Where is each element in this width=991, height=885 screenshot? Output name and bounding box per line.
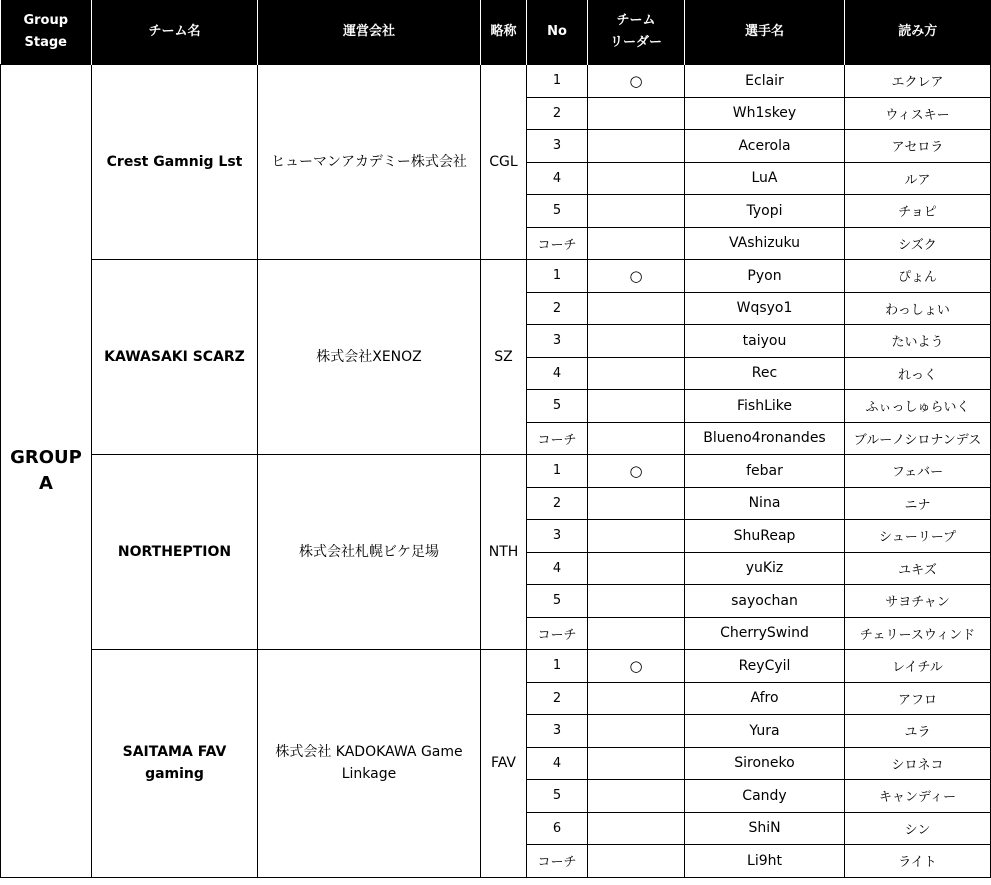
leader-mark (588, 682, 685, 715)
player-reading: ユキズ (845, 552, 991, 585)
leader-mark (588, 552, 685, 585)
player-name: Wqsyo1 (685, 292, 845, 325)
player-reading: サヨチャン (845, 585, 991, 618)
player-reading: アフロ (845, 682, 991, 715)
player-no: 3 (527, 130, 588, 163)
player-reading: シズク (845, 227, 991, 260)
player-reading: シン (845, 812, 991, 845)
leader-mark (588, 585, 685, 618)
company-name: 株式会社XENOZ (258, 260, 481, 455)
header-leader: チーム リーダー (588, 0, 685, 65)
header-abbr: 略称 (481, 0, 527, 65)
player-no: コーチ (527, 422, 588, 455)
player-no: 2 (527, 292, 588, 325)
player-name: CherrySwind (685, 617, 845, 650)
player-no: 6 (527, 812, 588, 845)
player-name: ShiN (685, 812, 845, 845)
player-reading: ぴょん (845, 260, 991, 293)
player-name: Eclair (685, 65, 845, 98)
player-no: 1 (527, 65, 588, 98)
header-no: No (527, 0, 588, 65)
leader-mark (588, 162, 685, 195)
player-name: Yura (685, 715, 845, 748)
player-reading: フェバー (845, 455, 991, 488)
team-name: KAWASAKI SCARZ (92, 260, 258, 455)
leader-mark (588, 812, 685, 845)
player-reading: ユラ (845, 715, 991, 748)
player-no: 2 (527, 97, 588, 130)
player-reading: れっく (845, 357, 991, 390)
player-reading: ウィスキー (845, 97, 991, 130)
player-no: 4 (527, 747, 588, 780)
team-abbr: NTH (481, 455, 527, 650)
leader-mark (588, 845, 685, 878)
player-name: Rec (685, 357, 845, 390)
leader-mark (588, 227, 685, 260)
player-reading: キャンディー (845, 780, 991, 813)
player-name: FishLike (685, 390, 845, 423)
player-name: Li9ht (685, 845, 845, 878)
team-abbr: CGL (481, 65, 527, 260)
team-name: Crest Gamnig Lst (92, 65, 258, 260)
player-no: 1 (527, 260, 588, 293)
player-no: 3 (527, 325, 588, 358)
group-label: GROUP A (1, 65, 92, 878)
header-reading: 読み方 (845, 0, 991, 65)
team-name: NORTHEPTION (92, 455, 258, 650)
company-name: 株式会社札幌ビケ足場 (258, 455, 481, 650)
player-name: Tyopi (685, 195, 845, 228)
leader-mark (588, 747, 685, 780)
leader-mark: ○ (588, 650, 685, 683)
company-name: ヒューマンアカデミー株式会社 (258, 65, 481, 260)
player-name: LuA (685, 162, 845, 195)
leader-mark (588, 357, 685, 390)
player-no: 3 (527, 715, 588, 748)
leader-mark (588, 617, 685, 650)
leader-mark (588, 292, 685, 325)
player-reading: わっしょい (845, 292, 991, 325)
player-reading: チェリースウィンド (845, 617, 991, 650)
player-no: コーチ (527, 845, 588, 878)
player-name: Nina (685, 487, 845, 520)
leader-mark: ○ (588, 455, 685, 488)
player-reading: チョピ (845, 195, 991, 228)
player-reading: ふぃっしゅらいく (845, 390, 991, 423)
player-reading: シロネコ (845, 747, 991, 780)
table-row (1, 455, 991, 488)
roster-body (1, 65, 991, 878)
player-name: febar (685, 455, 845, 488)
player-reading: エクレア (845, 65, 991, 98)
player-no: 2 (527, 487, 588, 520)
leader-mark (588, 780, 685, 813)
leader-mark (588, 195, 685, 228)
table-row (1, 650, 991, 683)
player-no: 1 (527, 455, 588, 488)
team-abbr: SZ (481, 260, 527, 455)
player-reading: ルア (845, 162, 991, 195)
player-no: 5 (527, 585, 588, 618)
player-no: 4 (527, 357, 588, 390)
player-name: Acerola (685, 130, 845, 163)
leader-mark (588, 422, 685, 455)
player-no: 4 (527, 552, 588, 585)
leader-mark: ○ (588, 260, 685, 293)
leader-mark: ○ (588, 65, 685, 98)
team-name: SAITAMA FAV gaming (92, 650, 258, 878)
player-no: コーチ (527, 617, 588, 650)
player-name: Sironeko (685, 747, 845, 780)
leader-mark (588, 130, 685, 163)
leader-mark (588, 715, 685, 748)
player-name: Pyon (685, 260, 845, 293)
player-no: 3 (527, 520, 588, 553)
player-reading: ライト (845, 845, 991, 878)
header-player: 選手名 (685, 0, 845, 65)
player-reading: ニナ (845, 487, 991, 520)
leader-mark (588, 487, 685, 520)
player-no: 5 (527, 390, 588, 423)
player-reading: レイチル (845, 650, 991, 683)
player-name: yuKiz (685, 552, 845, 585)
table-row (1, 65, 991, 98)
player-name: Blueno4ronandes (685, 422, 845, 455)
header-company: 運営会社 (258, 0, 481, 65)
leader-mark (588, 325, 685, 358)
player-name: VAshizuku (685, 227, 845, 260)
player-name: Candy (685, 780, 845, 813)
player-no: 5 (527, 195, 588, 228)
player-name: Afro (685, 682, 845, 715)
player-no: コーチ (527, 227, 588, 260)
table-row (1, 260, 991, 293)
header-group-stage: Group Stage (1, 0, 92, 65)
player-name: Wh1skey (685, 97, 845, 130)
player-no: 4 (527, 162, 588, 195)
player-no: 1 (527, 650, 588, 683)
player-reading: ブルーノシロナンデス (845, 422, 991, 455)
player-no: 5 (527, 780, 588, 813)
company-name: 株式会社 KADOKAWA Game Linkage (258, 650, 481, 878)
leader-mark (588, 520, 685, 553)
leader-mark (588, 97, 685, 130)
leader-mark (588, 390, 685, 423)
player-name: ShuReap (685, 520, 845, 553)
player-no: 2 (527, 682, 588, 715)
player-name: taiyou (685, 325, 845, 358)
header-row (1, 0, 991, 65)
player-name: sayochan (685, 585, 845, 618)
player-reading: シューリープ (845, 520, 991, 553)
team-abbr: FAV (481, 650, 527, 878)
player-name: ReyCyil (685, 650, 845, 683)
player-reading: アセロラ (845, 130, 991, 163)
header-team-name: チーム名 (92, 0, 258, 65)
player-reading: たいよう (845, 325, 991, 358)
